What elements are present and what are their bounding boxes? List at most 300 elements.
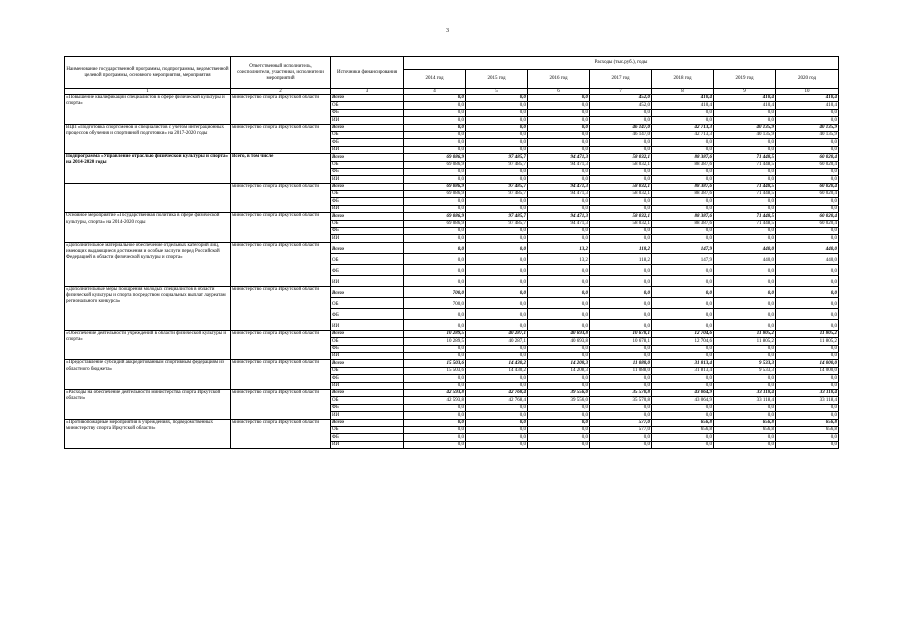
header-name: Наименование государственной программы, подпрограммы, ведомственной целевой программы, основного мероприятия, мероприятия: [65, 57, 231, 89]
expense-value: 94 471,3: [528, 191, 590, 198]
expense-value: 12 704,6: [652, 330, 714, 337]
expense-value: 0,0: [528, 375, 590, 382]
expense-value: 60 020,4: [776, 161, 839, 168]
table-row: [65, 286, 839, 297]
expense-value: 0,0: [466, 253, 528, 264]
expense-value: 0,0: [404, 441, 466, 448]
executor: министерство спорта Иркутской области: [231, 213, 331, 243]
expense-value: 11 805,2: [776, 338, 839, 345]
expense-value: 0,0: [404, 426, 466, 433]
expense-value: 58 032,1: [590, 213, 652, 220]
expense-value: 0,0: [404, 319, 466, 330]
expense-value: 0,0: [404, 235, 466, 242]
expense-value: 0,0: [404, 434, 466, 441]
funding-source: Всего: [331, 124, 404, 131]
expense-value: 12 704,6: [652, 338, 714, 345]
expense-value: 0,0: [652, 345, 714, 352]
table-row: [65, 183, 839, 190]
expense-value: 0,0: [590, 235, 652, 242]
expense-value: 13,2: [528, 242, 590, 253]
expense-value: 0,0: [776, 412, 839, 419]
expense-value: 0,0: [404, 228, 466, 235]
expense-value: 0,0: [466, 235, 528, 242]
program-name: ВЦП «Подготовка спортсменов и специалистов с учетом интеграционных процессов обучения и спортивной подготовки» на 2017-2020 годы: [65, 124, 231, 154]
expense-value: 14 000,0: [776, 367, 839, 374]
expense-value: 33 118,4: [714, 389, 776, 396]
expense-value: 0,0: [528, 109, 590, 116]
funding-source: ОБ: [331, 191, 404, 198]
expense-value: 0,0: [466, 297, 528, 308]
expense-value: 0,0: [528, 95, 590, 102]
expense-value: 0,0: [466, 124, 528, 131]
expense-value: 0,0: [652, 146, 714, 153]
expense-value: 0,0: [652, 264, 714, 275]
expense-value: 33 118,4: [776, 397, 839, 404]
expense-value: 0,0: [404, 124, 466, 131]
expense-value: 0,0: [528, 345, 590, 352]
expense-value: 0,0: [590, 412, 652, 419]
expense-value: 0,0: [528, 102, 590, 109]
expense-value: 0,0: [404, 146, 466, 153]
expense-value: 0,0: [466, 275, 528, 286]
expense-value: 0,0: [776, 275, 839, 286]
expense-value: 60 020,4: [776, 154, 839, 161]
expense-value: 0,0: [466, 131, 528, 138]
executor: министерство спорта Иркутской области: [231, 419, 331, 449]
funding-source: ОБ: [331, 367, 404, 374]
expense-value: 71 448,5: [714, 154, 776, 161]
expense-value: 39 556,0: [528, 389, 590, 396]
executor: министерство спорта Иркутской области: [231, 124, 331, 154]
expense-value: 0,0: [776, 228, 839, 235]
expense-value: 0,0: [776, 404, 839, 411]
expense-value: 11 088,0: [590, 367, 652, 374]
expense-value: 0,0: [466, 109, 528, 116]
expense-value: 0,0: [590, 198, 652, 205]
expense-value: 0,0: [590, 375, 652, 382]
expense-value: 0,0: [528, 235, 590, 242]
expense-value: 0,0: [466, 434, 528, 441]
header-year: 2014 год: [404, 70, 466, 89]
expense-value: 88 387,6: [652, 191, 714, 198]
expense-value: 97 485,7: [466, 154, 528, 161]
funding-source: ИИ: [331, 319, 404, 330]
expense-value: 0,0: [652, 352, 714, 359]
expense-value: 43 064,9: [652, 389, 714, 396]
program-name: «Повышение квалификации специалистов в сфере физической культуры и спорта»: [65, 95, 231, 125]
expense-value: 9 533,3: [714, 367, 776, 374]
funding-source: ИИ: [331, 146, 404, 153]
expense-value: 0,0: [466, 441, 528, 448]
column-index: 8: [652, 89, 714, 95]
header-year: 2020 год: [776, 70, 839, 89]
expense-value: 0,0: [466, 345, 528, 352]
expense-value: 94 471,3: [528, 220, 590, 227]
expense-value: 0,0: [404, 139, 466, 146]
expense-value: 0,0: [404, 275, 466, 286]
expense-value: 69 086,9: [404, 220, 466, 227]
expense-value: 69 086,9: [404, 154, 466, 161]
expense-value: 0,0: [466, 117, 528, 124]
funding-source: ОБ: [331, 161, 404, 168]
column-index: 9: [714, 89, 776, 95]
expense-value: 147,9: [652, 242, 714, 253]
expense-value: 31 813,4: [652, 367, 714, 374]
expense-value: 11 805,2: [714, 338, 776, 345]
expense-value: 88 387,6: [652, 213, 714, 220]
funding-source: ИИ: [331, 382, 404, 389]
expense-value: 0,0: [404, 308, 466, 319]
header-year: 2015 год: [466, 70, 528, 89]
funding-source: ФБ: [331, 198, 404, 205]
expense-value: 94 471,3: [528, 154, 590, 161]
expense-value: 0,0: [404, 109, 466, 116]
expense-value: 69 086,9: [404, 161, 466, 168]
expense-value: 656,8: [714, 426, 776, 433]
program-name: «Расходы на обеспечение деятельности министерства спорта Иркутской области»: [65, 389, 231, 419]
expense-value: 14 000,0: [776, 360, 839, 367]
expense-value: 0,0: [466, 319, 528, 330]
expense-value: 440,0: [776, 242, 839, 253]
expense-value: 97 485,7: [466, 161, 528, 168]
expense-value: 14 430,2: [466, 367, 528, 374]
expense-value: 410,4: [714, 102, 776, 109]
funding-source: ОБ: [331, 220, 404, 227]
expense-value: 0,0: [652, 412, 714, 419]
expense-value: 0,0: [528, 228, 590, 235]
expense-value: 14 208,3: [528, 360, 590, 367]
expense-value: 0,0: [404, 176, 466, 183]
executor: министерство спорта Иркутской области: [231, 242, 331, 286]
funding-source: ФБ: [331, 345, 404, 352]
column-index: 6: [528, 89, 590, 95]
expense-value: 33 118,4: [776, 389, 839, 396]
funding-source: ОБ: [331, 297, 404, 308]
expense-value: 60 020,4: [776, 183, 839, 190]
expense-value: 0,0: [590, 404, 652, 411]
column-index: 1: [65, 89, 231, 95]
table-row: [65, 213, 839, 220]
expense-value: 0,0: [652, 275, 714, 286]
program-name: «Обеспечение деятельности учреждений в области физической культуры и спорта»: [65, 330, 231, 360]
header-year: 2018 год: [652, 70, 714, 89]
funding-source: ОБ: [331, 131, 404, 138]
expense-value: 0,0: [466, 286, 528, 297]
expense-value: 410,4: [652, 95, 714, 102]
funding-source: Всего: [331, 419, 404, 426]
expense-value: 88 387,6: [652, 161, 714, 168]
funding-source: Всего: [331, 183, 404, 190]
expense-value: 88 387,6: [652, 220, 714, 227]
expense-value: 0,0: [776, 352, 839, 359]
expense-value: 0,0: [590, 352, 652, 359]
funding-source: ИИ: [331, 117, 404, 124]
expense-value: 0,0: [714, 176, 776, 183]
expense-value: 58 032,1: [590, 191, 652, 198]
table-row: [65, 154, 839, 161]
expense-value: 40 693,8: [528, 338, 590, 345]
expense-value: 0,0: [404, 412, 466, 419]
expense-value: 69 086,9: [404, 183, 466, 190]
expense-value: 440,0: [714, 242, 776, 253]
expense-value: 43 064,9: [652, 397, 714, 404]
expense-value: 40 135,9: [776, 131, 839, 138]
expense-value: 0,0: [528, 176, 590, 183]
expense-value: 0,0: [404, 198, 466, 205]
funding-source: ФБ: [331, 109, 404, 116]
expense-value: 0,0: [528, 205, 590, 212]
expense-value: 0,0: [528, 131, 590, 138]
expense-value: 97 485,7: [466, 213, 528, 220]
expense-value: 31 813,4: [652, 360, 714, 367]
executor: министерство спорта Иркутской области: [231, 360, 331, 390]
executor: министерство спорта Иркутской области: [231, 389, 331, 419]
expense-value: 0,0: [466, 352, 528, 359]
expense-value: 88 387,6: [652, 154, 714, 161]
expense-value: 0,0: [528, 441, 590, 448]
expense-value: 14 208,3: [528, 367, 590, 374]
table-row: [65, 95, 839, 102]
expense-value: 0,0: [528, 139, 590, 146]
expense-value: 0,0: [776, 441, 839, 448]
expense-value: 71 448,5: [714, 220, 776, 227]
expense-value: 577,0: [590, 426, 652, 433]
expense-value: 0,0: [714, 286, 776, 297]
program-name: «Дополнительное материальное обеспечение отдельных категорий лиц, имеющих выдающиеся достижения и особые заслуги перед Российской Федерацией в области физической культуры и спорта»: [65, 242, 231, 286]
header-source: Источники финансирования: [331, 57, 404, 89]
expense-value: 0,0: [590, 441, 652, 448]
expense-value: 700,0: [404, 297, 466, 308]
expense-value: 0,0: [528, 426, 590, 433]
expense-value: 0,0: [652, 205, 714, 212]
expense-value: 0,0: [466, 168, 528, 175]
expense-value: 0,0: [776, 117, 839, 124]
expense-value: 0,0: [466, 205, 528, 212]
funding-source: ОБ: [331, 426, 404, 433]
expense-value: 452,0: [590, 102, 652, 109]
expense-value: 0,0: [404, 375, 466, 382]
expense-value: 0,0: [466, 426, 528, 433]
expense-value: 0,0: [528, 124, 590, 131]
expense-value: 0,0: [528, 404, 590, 411]
expense-value: 94 471,3: [528, 183, 590, 190]
funding-source: ОБ: [331, 338, 404, 345]
expense-value: 0,0: [714, 146, 776, 153]
expense-value: 0,0: [714, 109, 776, 116]
expense-value: 0,0: [466, 198, 528, 205]
expense-value: 0,0: [714, 264, 776, 275]
expense-value: 0,0: [528, 434, 590, 441]
expense-value: 71 448,5: [714, 183, 776, 190]
funding-source: ИИ: [331, 275, 404, 286]
expense-value: 11 088,0: [590, 360, 652, 367]
expense-value: 0,0: [590, 434, 652, 441]
expense-value: 0,0: [776, 308, 839, 319]
expense-value: 0,0: [590, 345, 652, 352]
expense-value: 700,0: [404, 286, 466, 297]
expense-value: 0,0: [714, 382, 776, 389]
program-name: «Противопожарные мероприятия в учреждениях, подведомственных министерству спорта Иркутской области»: [65, 419, 231, 449]
expense-value: 97 485,7: [466, 183, 528, 190]
expense-value: 40 135,9: [714, 124, 776, 131]
column-index: 4: [404, 89, 466, 95]
expense-value: 0,0: [528, 352, 590, 359]
expense-value: 0,0: [528, 264, 590, 275]
funding-source: Всего: [331, 286, 404, 297]
executor: министерство спорта Иркутской области: [231, 330, 331, 360]
expense-value: 0,0: [776, 345, 839, 352]
expenditure-table: [64, 56, 839, 449]
expense-value: 0,0: [466, 176, 528, 183]
expense-value: 35 570,8: [590, 389, 652, 396]
expense-value: 0,0: [590, 117, 652, 124]
expense-value: 656,8: [776, 419, 839, 426]
expense-value: 0,0: [590, 275, 652, 286]
expense-value: 440,0: [714, 253, 776, 264]
expense-value: 14 430,2: [466, 360, 528, 367]
expense-value: 0,0: [776, 109, 839, 116]
expense-value: 0,0: [590, 168, 652, 175]
expense-value: 42 768,4: [466, 397, 528, 404]
expense-value: 0,0: [590, 382, 652, 389]
funding-source: ОБ: [331, 253, 404, 264]
expense-value: 0,0: [652, 286, 714, 297]
program-name: «Дополнительные меры поощрения молодых специалистов в области физической культуры и спорта посредством социальных выплат лауреатам регионального конкурса»: [65, 286, 231, 330]
expense-value: 0,0: [776, 235, 839, 242]
expense-value: 33 118,4: [714, 397, 776, 404]
expense-value: 9 533,3: [714, 360, 776, 367]
expense-value: 656,8: [652, 419, 714, 426]
expense-value: 0,0: [528, 419, 590, 426]
funding-source: ОБ: [331, 102, 404, 109]
expense-value: 39 556,0: [528, 397, 590, 404]
expense-value: 440,0: [776, 253, 839, 264]
expense-value: 58 032,1: [590, 161, 652, 168]
header-year: 2017 год: [590, 70, 652, 89]
expense-value: 0,0: [466, 146, 528, 153]
column-index: 5: [466, 89, 528, 95]
expense-value: 11 805,2: [776, 330, 839, 337]
funding-source: ФБ: [331, 404, 404, 411]
expense-value: 94 471,3: [528, 161, 590, 168]
expense-value: 0,0: [528, 198, 590, 205]
expense-value: 0,0: [714, 412, 776, 419]
expense-value: 0,0: [528, 382, 590, 389]
expense-value: 0,0: [714, 297, 776, 308]
expense-value: 0,0: [590, 139, 652, 146]
expense-value: 0,0: [652, 168, 714, 175]
funding-source: Всего: [331, 360, 404, 367]
expense-value: 0,0: [652, 198, 714, 205]
column-index: 10: [776, 89, 839, 95]
expense-value: 0,0: [590, 109, 652, 116]
program-name: Основное мероприятие «Государственная политика в сфере физической культуры, спорта» на 2014-2020 годы: [65, 213, 231, 243]
expense-value: 0,0: [466, 139, 528, 146]
expense-value: 58 032,1: [590, 220, 652, 227]
program-name: «Предоставление субсидий аккредитованным спортивным федерациям из областного бюджета»: [65, 360, 231, 390]
program-name: [65, 183, 231, 213]
expense-value: 15 503,6: [404, 360, 466, 367]
program-name: Подпрограмма «Управление отраслью физической культуры и спорта» на 2014-2020 годы: [65, 154, 231, 184]
funding-source: ИИ: [331, 441, 404, 448]
expense-value: 0,0: [466, 95, 528, 102]
expense-value: 0,0: [466, 308, 528, 319]
expense-value: 410,4: [652, 102, 714, 109]
expense-value: 410,4: [776, 102, 839, 109]
expense-value: 94 471,3: [528, 213, 590, 220]
funding-source: ФБ: [331, 264, 404, 275]
expense-value: 0,0: [466, 404, 528, 411]
expense-value: 0,0: [528, 297, 590, 308]
table-row: [65, 419, 839, 426]
expense-value: 15 503,6: [404, 367, 466, 374]
expense-value: 46 147,0: [590, 131, 652, 138]
expense-value: 42 768,4: [466, 389, 528, 396]
expense-value: 0,0: [776, 168, 839, 175]
expense-value: 0,0: [528, 168, 590, 175]
funding-source: Всего: [331, 242, 404, 253]
expense-value: 0,0: [404, 242, 466, 253]
expense-value: 0,0: [404, 253, 466, 264]
expense-value: 118,2: [590, 242, 652, 253]
expense-value: 0,0: [466, 382, 528, 389]
expense-value: 0,0: [590, 205, 652, 212]
expense-value: 40 693,8: [528, 330, 590, 337]
expense-value: 0,0: [466, 102, 528, 109]
expense-value: 0,0: [404, 95, 466, 102]
column-index: 3: [331, 89, 404, 95]
expense-value: 0,0: [714, 352, 776, 359]
header-executor: Ответственный исполнитель, соисполнители, участники, исполнители мероприятий: [231, 57, 331, 89]
page-number: 3: [446, 28, 449, 34]
expense-value: 0,0: [404, 382, 466, 389]
expense-value: 0,0: [714, 308, 776, 319]
expense-value: 0,0: [404, 205, 466, 212]
expense-value: 71 448,5: [714, 213, 776, 220]
expense-value: 0,0: [404, 168, 466, 175]
table-row: [65, 389, 839, 396]
expense-value: 0,0: [652, 382, 714, 389]
expense-value: 0,0: [776, 375, 839, 382]
expense-value: 0,0: [590, 319, 652, 330]
expense-value: 118,2: [590, 253, 652, 264]
expense-value: 452,0: [590, 95, 652, 102]
expense-value: 0,0: [528, 308, 590, 319]
expense-value: 0,0: [466, 419, 528, 426]
expense-value: 10 678,1: [590, 330, 652, 337]
expense-value: 0,0: [776, 286, 839, 297]
column-index: 7: [590, 89, 652, 95]
expense-value: 40 287,1: [466, 330, 528, 337]
expense-value: 71 448,5: [714, 191, 776, 198]
expense-value: 0,0: [652, 404, 714, 411]
expense-value: 0,0: [714, 228, 776, 235]
expense-value: 0,0: [714, 275, 776, 286]
executor: министерство спорта Иркутской области: [231, 95, 331, 125]
expense-value: 0,0: [404, 117, 466, 124]
expense-value: 0,0: [404, 352, 466, 359]
expense-value: 0,0: [404, 404, 466, 411]
executor: министерство спорта Иркутской области: [231, 286, 331, 330]
funding-source: ИИ: [331, 352, 404, 359]
expense-value: 60 020,4: [776, 220, 839, 227]
expense-value: 0,0: [776, 146, 839, 153]
expense-value: 410,4: [714, 95, 776, 102]
expense-value: 0,0: [776, 139, 839, 146]
expense-value: 0,0: [652, 235, 714, 242]
expense-value: 97 485,7: [466, 191, 528, 198]
table-row: [65, 330, 839, 337]
